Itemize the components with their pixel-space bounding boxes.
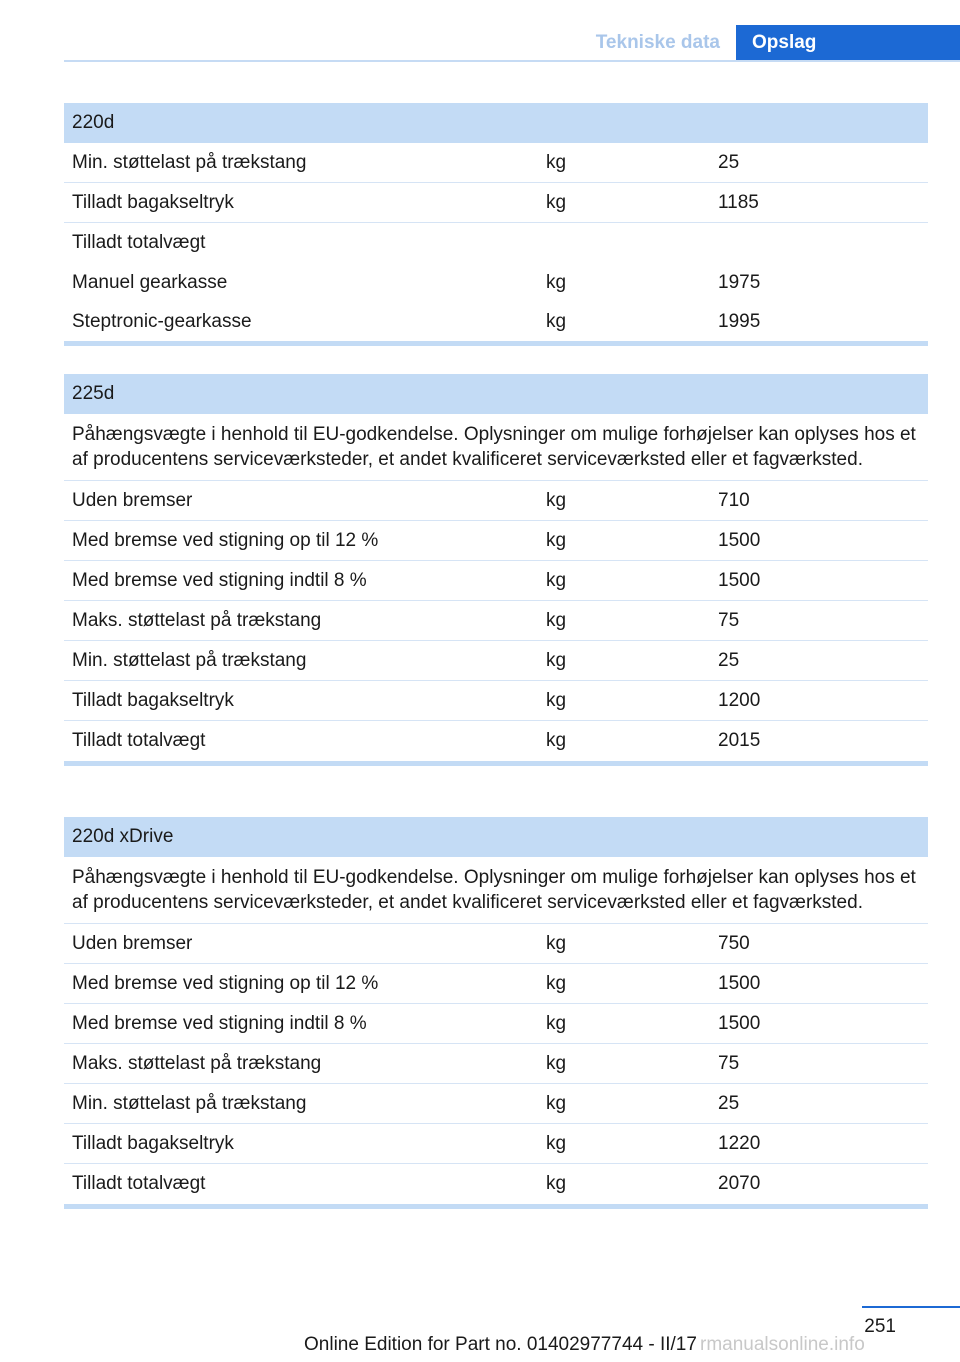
table-row bbox=[64, 481, 928, 521]
page-header bbox=[64, 25, 960, 62]
spec-table-220d bbox=[64, 103, 928, 346]
row-value: 750 bbox=[718, 933, 750, 954]
row-label: Med bremse ved stigning op til 12 % bbox=[72, 973, 379, 994]
table-row bbox=[64, 641, 928, 681]
row-label: Tilladt bagakseltryk bbox=[72, 192, 234, 213]
edition-note: Online Edition for Part no. 01402977744 - II/17 bbox=[304, 1334, 697, 1355]
row-unit: kg bbox=[546, 973, 567, 994]
table-row bbox=[64, 302, 928, 341]
table-note: Påhængsvægte i henhold til EU-godkendelse. Oplysninger om mulige forhøjelser kan oplyses hos et af producentens serviceværksteder, et andet kvalificeret serviceværksted eller et fagværksted. bbox=[64, 414, 928, 481]
row-label: Manuel gearkasse bbox=[72, 272, 228, 293]
row-unit: kg bbox=[546, 650, 567, 671]
row-unit: kg bbox=[546, 490, 567, 511]
row-label: Uden bremser bbox=[72, 933, 193, 954]
row-value: 710 bbox=[718, 490, 750, 511]
row-value: 1975 bbox=[718, 272, 761, 293]
row-label: Tilladt bagakseltryk bbox=[72, 1133, 234, 1154]
row-label: Tilladt totalvægt bbox=[72, 1173, 206, 1194]
table-row bbox=[64, 1164, 928, 1204]
section-label: Tekniske data bbox=[595, 32, 720, 53]
row-unit: kg bbox=[546, 1133, 567, 1154]
row-label: Tilladt totalvægt bbox=[72, 730, 206, 751]
row-value: 2015 bbox=[718, 730, 761, 751]
row-value: 25 bbox=[718, 1093, 740, 1114]
row-label: Maks. støttelast på trækstang bbox=[72, 610, 322, 631]
row-label: Steptronic-gearkasse bbox=[72, 311, 252, 332]
table-row bbox=[64, 263, 928, 302]
row-label: Uden bremser bbox=[72, 490, 193, 511]
row-value: 1500 bbox=[718, 1013, 761, 1034]
row-unit: kg bbox=[546, 530, 567, 551]
row-unit: kg bbox=[546, 730, 567, 751]
row-value: 1995 bbox=[718, 311, 761, 332]
table-bottom-rule bbox=[64, 1204, 928, 1209]
table-bottom-rule bbox=[64, 761, 928, 766]
row-unit: kg bbox=[546, 610, 567, 631]
table-row bbox=[64, 183, 928, 223]
table-bottom-rule bbox=[64, 341, 928, 346]
table-row bbox=[64, 223, 928, 263]
table-row bbox=[64, 721, 928, 761]
row-value: 1500 bbox=[718, 973, 761, 994]
row-unit: kg bbox=[546, 311, 567, 332]
row-value: 25 bbox=[718, 650, 740, 671]
row-value: 25 bbox=[718, 152, 740, 173]
active-tab: Opslag bbox=[736, 25, 960, 62]
row-unit: kg bbox=[546, 152, 567, 173]
spec-table-225d bbox=[64, 374, 928, 766]
table-row bbox=[64, 1124, 928, 1164]
row-value: 1500 bbox=[718, 530, 761, 551]
row-label: Tilladt bagakseltryk bbox=[72, 690, 234, 711]
table-row bbox=[64, 924, 928, 964]
table-row bbox=[64, 143, 928, 183]
table-row bbox=[64, 601, 928, 641]
table-row bbox=[64, 681, 928, 721]
table-title: 225d bbox=[64, 374, 928, 414]
row-unit: kg bbox=[546, 272, 567, 293]
row-value: 1185 bbox=[718, 192, 759, 213]
row-label: Med bremse ved stigning indtil 8 % bbox=[72, 1013, 367, 1034]
row-value: 1220 bbox=[718, 1133, 761, 1154]
row-unit: kg bbox=[546, 933, 567, 954]
table-row bbox=[64, 1004, 928, 1044]
header-divider bbox=[64, 60, 960, 62]
table-row bbox=[64, 521, 928, 561]
table-row bbox=[64, 1084, 928, 1124]
row-label: Med bremse ved stigning op til 12 % bbox=[72, 530, 379, 551]
table-row bbox=[64, 1044, 928, 1084]
page-number: 251 bbox=[864, 1316, 896, 1337]
row-unit: kg bbox=[546, 192, 567, 213]
row-unit: kg bbox=[546, 1093, 567, 1114]
row-value: 75 bbox=[718, 1053, 740, 1074]
spec-table-220d-xdrive bbox=[64, 817, 928, 1209]
row-value: 1500 bbox=[718, 570, 761, 591]
row-label: Med bremse ved stigning indtil 8 % bbox=[72, 570, 367, 591]
row-unit: kg bbox=[546, 1013, 567, 1034]
table-note: Påhængsvægte i henhold til EU-godkendelse. Oplysninger om mulige forhøjelser kan oplyses hos et af producentens serviceværksteder, et andet kvalificeret serviceværksted eller et fagværksted. bbox=[64, 857, 928, 924]
table-row bbox=[64, 964, 928, 1004]
table-title: 220d xDrive bbox=[64, 817, 928, 857]
row-unit: kg bbox=[546, 690, 567, 711]
table-row bbox=[64, 561, 928, 601]
row-label: Min. støttelast på trækstang bbox=[72, 152, 307, 173]
row-unit: kg bbox=[546, 570, 567, 591]
row-value: 2070 bbox=[718, 1173, 761, 1194]
row-unit: kg bbox=[546, 1173, 567, 1194]
row-label: Min. støttelast på trækstang bbox=[72, 650, 307, 671]
row-label: Min. støttelast på trækstang bbox=[72, 1093, 307, 1114]
row-label: Maks. støttelast på trækstang bbox=[72, 1053, 322, 1074]
row-unit: kg bbox=[546, 1053, 567, 1074]
watermark: rmanualsonline.info bbox=[700, 1334, 865, 1355]
row-value: 75 bbox=[718, 610, 740, 631]
footer-divider bbox=[862, 1306, 960, 1308]
row-value: 1200 bbox=[718, 690, 761, 711]
row-label: Tilladt totalvægt bbox=[72, 232, 206, 253]
table-title: 220d bbox=[64, 103, 928, 143]
